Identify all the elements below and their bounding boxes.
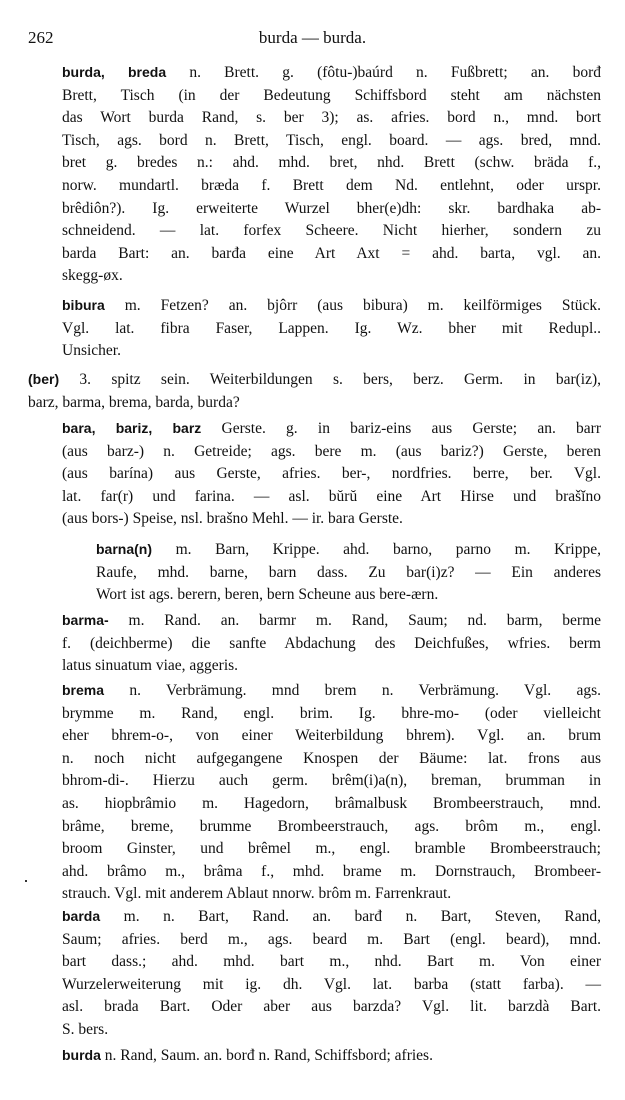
headword: bara, bariz, barz xyxy=(62,420,202,436)
line-text: Brett, Tisch (in der Bedeutung Schiffsbord steht am nächsten xyxy=(62,86,601,104)
entry-brema xyxy=(62,679,601,906)
line-text: Vgl. lat. fibra Faser, Lappen. Ig. Wz. bher mit Redupl.. xyxy=(62,319,601,337)
line-text: latus sinuatum viae, aggeris. xyxy=(62,657,239,675)
entry-line xyxy=(62,633,601,656)
entry-line xyxy=(62,508,601,531)
entry-barda xyxy=(62,905,601,1042)
entry-line xyxy=(62,816,601,839)
line-text: strauch. Vgl. mit anderem Ablaut nnorw. brôm m. Farrenkraut. xyxy=(62,885,452,903)
line-text: Gerste. g. in bariz-eins aus Gerste; an. barr xyxy=(221,420,602,437)
speck xyxy=(25,880,27,882)
entry-line xyxy=(62,883,601,906)
entry-line xyxy=(62,265,601,288)
line-text: asl. brada Bart. Oder aber aus barzda? Vgl. lit. barzdà Bart. xyxy=(62,998,601,1016)
line-text: bart dass.; ahd. mhd. bart m., nhd. Bart m. Von einer xyxy=(62,953,601,971)
entry-line xyxy=(62,340,601,363)
entry-barma xyxy=(62,609,601,678)
headword: burda, breda xyxy=(62,64,167,80)
entry-line xyxy=(62,220,601,243)
entry-line xyxy=(62,655,601,678)
line-text: n. noch nicht aufgegangene Knospen der Bäume: lat. frons aus xyxy=(62,749,601,767)
entry-line xyxy=(62,609,601,633)
line-text: (aus barína) aus Gerste, afries. ber-, nordfries. berre, ber. Vgl. xyxy=(62,465,601,483)
entry-line xyxy=(62,725,601,748)
line-text: (aus bors-) Speise, nsl. brašno Mehl. — ir. bara Gerste. xyxy=(62,510,403,528)
line-text: Raufe, mhd. barne, barn dass. Zu bar(i)z? — Ein anderes xyxy=(96,563,601,581)
entry-line xyxy=(62,417,601,441)
headword: barda xyxy=(62,908,101,924)
line-text: broom Ginster, und brêmel m., engl. bramble Brombeerstrauch; xyxy=(62,840,601,858)
entry-line xyxy=(62,441,601,464)
line-text: schneidend. — lat. forfex Scheere. Nicht hierher, sondern zu xyxy=(62,222,601,240)
entry-line xyxy=(62,85,601,108)
line-text: brâme, breme, brumme Brombeerstrauch, ags. brôm m., engl. xyxy=(62,817,601,835)
entry-line xyxy=(62,243,601,266)
entry-line xyxy=(62,130,601,153)
headword: barna(n) xyxy=(96,541,152,557)
headword: burda xyxy=(62,1047,101,1063)
entry-line xyxy=(62,748,601,771)
entry-line xyxy=(96,584,601,607)
line-text: brymme m. Rand, engl. brim. Ig. bhre-mo- (oder vielleicht xyxy=(62,704,601,722)
line-text: Wort ist ags. berern, beren, bern Scheune aus bere-ærn. xyxy=(96,586,439,604)
entry-line xyxy=(62,703,601,726)
line-text: Unsicher. xyxy=(62,342,121,360)
entry-line xyxy=(62,929,601,952)
headword: barma- xyxy=(62,612,109,628)
line-text: bret g. bredes n.: ahd. mhd. bret, nhd. Brett (schw. bräda f., xyxy=(62,154,601,172)
line-text: f. (deichberme) die sanfte Abdachung des Deichfußes, wfries. berm xyxy=(62,634,601,652)
entry-line xyxy=(62,486,601,509)
entry-bara xyxy=(62,417,601,531)
entry-line xyxy=(62,198,601,221)
entry-line xyxy=(62,1019,601,1042)
entry-line xyxy=(62,463,601,486)
entry-line xyxy=(96,562,601,585)
entry-line xyxy=(62,770,601,793)
entry-line xyxy=(28,368,601,392)
entry-line xyxy=(96,538,601,562)
entry-ber xyxy=(28,368,601,414)
line-text: m. Rand. an. barmr m. Rand, Saum; nd. barm, berme xyxy=(128,612,601,629)
entry-line xyxy=(62,996,601,1019)
entry-line xyxy=(28,392,601,415)
line-text: 3. spitz sein. Weiterbildungen s. bers, berz. Germ. in bar(iz), xyxy=(79,371,601,388)
line-text: Wurzelerweiterung mit ig. dh. Vgl. lat. barba (statt farba). — xyxy=(62,975,601,993)
entry-line xyxy=(62,679,601,703)
headword: (ber) xyxy=(28,371,60,387)
headword: brema xyxy=(62,682,105,698)
line-text: m. Fetzen? an. bjôrr (aus bibura) m. keilförmiges Stück. xyxy=(124,297,602,314)
entry-barna xyxy=(96,538,601,607)
running-head: burda — burda. xyxy=(258,28,367,47)
line-text: n. Rand, Saum. an. borđ n. Rand, Schiffsbord; afries. xyxy=(104,1047,433,1064)
entry-line xyxy=(62,793,601,816)
line-text: Tisch, ags. bord n. Brett, Tisch, engl. board. — ags. bred, mnd. xyxy=(62,131,601,149)
line-text: brêdiôn?). Ig. erweiterte Wurzel bher(e)dh: skr. bardhaka ab- xyxy=(62,199,601,217)
entry-line xyxy=(62,838,601,861)
entry-line xyxy=(62,152,601,175)
line-text: (aus barz-) n. Getreide; ags. bere m. (aus bariz?) Gerste, beren xyxy=(62,442,601,460)
line-text: n. Brett. g. (fôtu-)baúrd n. Fußbrett; an. borđ xyxy=(189,64,602,81)
entry-burda xyxy=(62,1044,601,1068)
line-text: m. Barn, Krippe. ahd. barno, parno m. Krippe, xyxy=(175,541,601,558)
entry-line xyxy=(62,107,601,130)
line-text: barz, barma, brema, barda, burda? xyxy=(28,393,240,411)
line-text: barda Bart: an. barđa eine Art Axt = ahd. barta, vgl. an. xyxy=(62,244,601,262)
entry-line xyxy=(62,175,601,198)
entry-line xyxy=(62,1044,601,1068)
line-text: bhrom-di-. Hierzu auch germ. brêm(i)a(n), breman, brumman in xyxy=(62,772,601,790)
entry-line xyxy=(62,318,601,341)
line-text: n. Verbrämung. mnd brem n. Verbrämung. Vgl. ags. xyxy=(129,682,601,699)
line-text: m. n. Bart, Rand. an. barđ n. Bart, Steven, Rand, xyxy=(123,908,601,925)
entry-line xyxy=(62,905,601,929)
entry-bibura xyxy=(62,294,601,363)
line-text: as. hiopbrâmio m. Hagedorn, brâmalbusk Brombeerstrauch, mnd. xyxy=(62,794,601,812)
line-text: Saum; afries. berd m., ags. beard m. Bart (engl. beard), mnd. xyxy=(62,930,601,948)
entry-line xyxy=(62,951,601,974)
entry-line xyxy=(62,861,601,884)
line-text: S. bers. xyxy=(62,1020,109,1038)
line-text: das Wort burda Rand, s. ber 3); as. afries. bord n., mnd. bort xyxy=(62,109,601,127)
line-text: lat. far(r) und farina. — asl. bŭrŭ eine Art Hirse und brašĭno xyxy=(62,487,601,505)
entry-line xyxy=(62,974,601,997)
entry-burda-breda xyxy=(62,61,601,288)
headword: bibura xyxy=(62,297,105,313)
line-text: ahd. brâmo m., brâma f., mhd. brame m. Dornstrauch, Brombeer- xyxy=(62,862,601,880)
entry-line xyxy=(62,61,601,85)
line-text: skegg-øx. xyxy=(62,267,123,285)
page-number: 262 xyxy=(28,28,54,47)
line-text: norw. mundartl. bræda f. Brett dem Nd. entlehnt, oder urspr. xyxy=(62,176,601,194)
line-text: eher bhrem-o-, von einer Weiterbildung bhrem). Vgl. an. brum xyxy=(62,727,601,745)
entry-line xyxy=(62,294,601,318)
